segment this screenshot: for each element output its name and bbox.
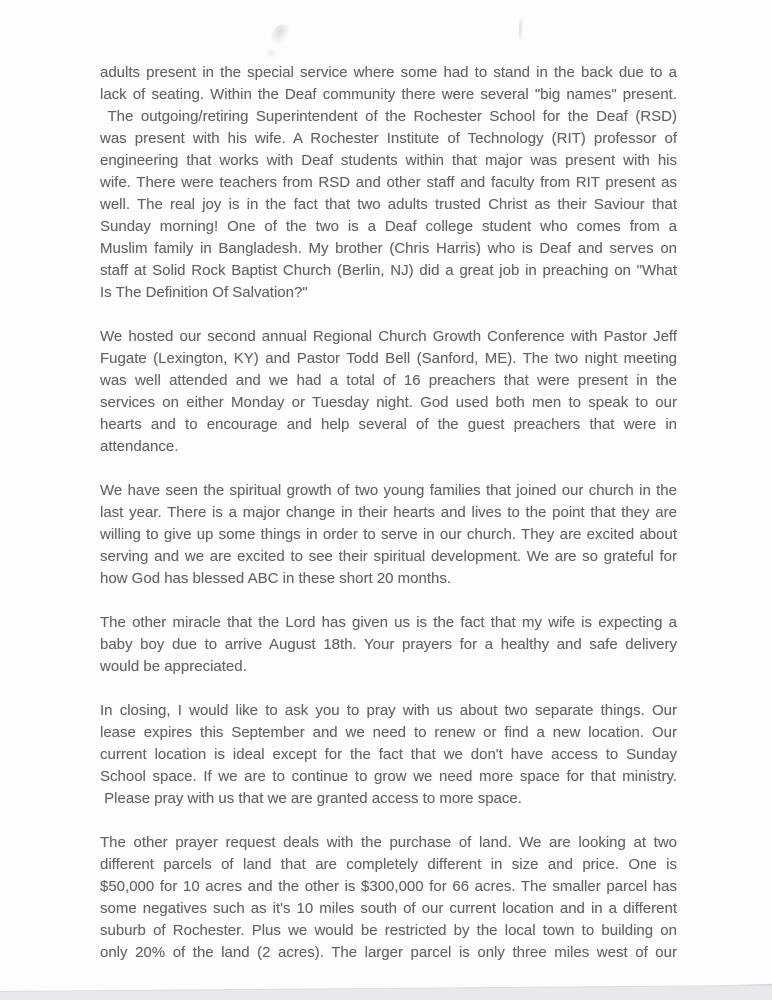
text-line: some negatives such as it's 10 miles south of our current location and in a different bbox=[100, 900, 677, 917]
text-line: Is The Definition Of Salvation?" bbox=[100, 284, 308, 301]
text-line: The other miracle that the Lord has given us is the fact that my wife is expecting a bbox=[100, 614, 677, 631]
text-line: hearts and to encourage and help several of the guest preachers that were in bbox=[100, 416, 677, 433]
text-line: Fugate (Lexington, KY) and Pastor Todd Bell (Sanford, ME). The two night meeting bbox=[100, 350, 677, 367]
text-line: was present with his wife. A Rochester Institute of Technology (RIT) professor of bbox=[100, 130, 677, 147]
text-line: well. The real joy is in the fact that two adults trusted Christ as their Saviour that bbox=[100, 196, 677, 213]
text-line: lack of seating. Within the Deaf community there were several "big names" present. bbox=[100, 86, 677, 103]
text-line: suburb of Rochester. Plus we would be restricted by the local town to building on bbox=[100, 922, 677, 939]
text-line: adults present in the special service where some had to stand in the back due to a bbox=[100, 64, 677, 81]
text-line: We have seen the spiritual growth of two young families that joined our church in the bbox=[100, 482, 677, 499]
paragraph bbox=[100, 62, 677, 304]
text-line: The outgoing/retiring Superintendent of the Rochester School for the Deaf (RSD) bbox=[100, 108, 677, 125]
text-line: only 20% of the land (2 acres). The larger parcel is only three miles west of our bbox=[100, 944, 677, 961]
text-line: last year. There is a major change in their hearts and lives to the point that they are bbox=[100, 504, 677, 521]
text-line: baby boy due to arrive August 18th. Your prayers for a healthy and safe delivery bbox=[100, 636, 677, 653]
text-line: how God has blessed ABC in these short 20 months. bbox=[100, 570, 452, 587]
text-line: engineering that works with Deaf students within that major was present with his bbox=[100, 152, 677, 169]
text-line: staff at Solid Rock Baptist Church (Berlin, NJ) did a great job in preaching on "What bbox=[100, 262, 677, 279]
text-line: was well attended and we had a total of 16 preachers that were present in the bbox=[100, 372, 677, 389]
text-line: Muslim family in Bangladesh. My brother (Chris Harris) who is Deaf and serves on bbox=[100, 240, 677, 257]
paragraph bbox=[100, 480, 677, 590]
text-line: services on either Monday or Tuesday night. God used both men to speak to our bbox=[100, 394, 677, 411]
text-line: willing to give up some things in order to serve in our church. They are excited about bbox=[100, 526, 677, 543]
text-line: Sunday morning! One of the two is a Deaf college student who comes from a bbox=[100, 218, 677, 235]
text-line: attendance. bbox=[100, 438, 179, 455]
scan-smudge-artifact-left bbox=[268, 22, 292, 49]
text-line: Please pray with us that we are granted access to more space. bbox=[100, 790, 522, 807]
text-line: The other prayer request deals with the purchase of land. We are looking at two bbox=[100, 834, 677, 851]
paragraph bbox=[100, 612, 677, 678]
paragraph bbox=[100, 832, 677, 964]
text-line: wife. There were teachers from RSD and other staff and faculty from RIT present as bbox=[100, 174, 677, 191]
text-line: $50,000 for 10 acres and the other is $300,000 for 66 acres. The smaller parcel has bbox=[100, 878, 677, 895]
text-line: School space. If we are to continue to grow we need more space for that ministry. bbox=[100, 768, 677, 785]
text-line: would be appreciated. bbox=[100, 658, 247, 675]
text-line: We hosted our second annual Regional Church Growth Conference with Pastor Jeff bbox=[100, 328, 677, 345]
text-line: current location is ideal except for the fact that we don't have access to Sunday bbox=[100, 746, 677, 763]
page-bottom-edge-shadow bbox=[0, 985, 772, 1000]
letter-body bbox=[100, 62, 677, 986]
text-line: In closing, I would like to ask you to pray with us about two separate things. Our bbox=[100, 702, 677, 719]
text-line: lease expires this September and we need to renew or find a new location. Our bbox=[100, 724, 677, 741]
text-line: different parcels of land that are completely different in size and price. One is bbox=[100, 856, 677, 873]
paragraph bbox=[100, 700, 677, 810]
text-line: serving and we are excited to see their spiritual development. We are so grateful for bbox=[100, 548, 677, 565]
paragraph bbox=[100, 326, 677, 458]
scan-smudge-artifact-right bbox=[518, 16, 523, 42]
